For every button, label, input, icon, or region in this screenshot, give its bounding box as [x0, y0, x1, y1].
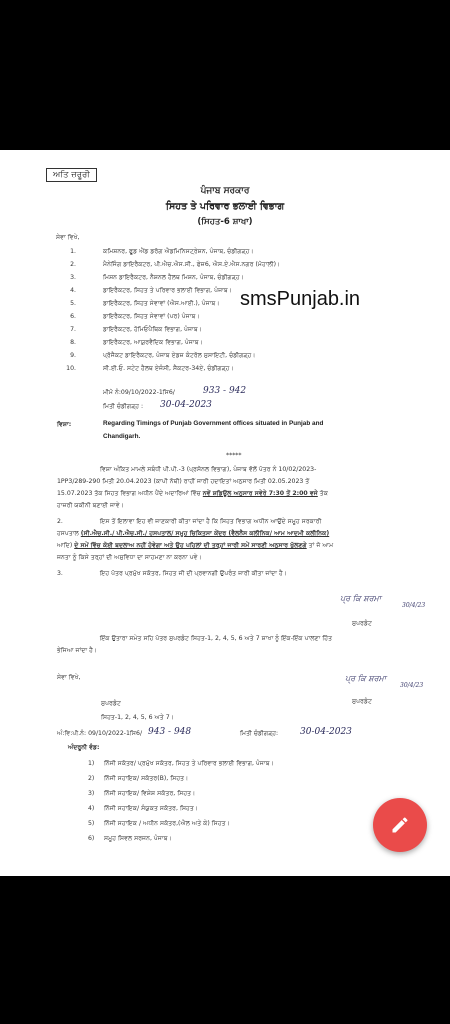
memo-number-handwritten: 933 - 942	[203, 386, 247, 396]
internal-number: 5)	[88, 820, 95, 827]
recipient-number: 5.	[70, 300, 76, 307]
recipient-number: 9.	[70, 352, 76, 359]
signature-2-title: ਸੁਪਰਡੰਟ	[352, 698, 372, 705]
signature-1-title: ਸੁਪਰਡੰਟ	[352, 620, 372, 627]
memo-date-handwritten: 30-04-2023	[160, 400, 212, 410]
to2-line: ਸੁਪਰਡੰਟ	[101, 700, 121, 707]
internal-number: 6)	[88, 835, 95, 842]
para1-text: 15.07.2023 ਤੱਕ ਸਿਹਤ ਵਿਭਾਗ ਅਧੀਨ ਪੈਂਦੇ ਅਦਾਰਿਆਂ ਵਿੱਚ	[57, 490, 201, 497]
para1-line: 1PP3/289-290 ਮਿਤੀ 20.04.2023 (ਕਾਪੀ ਨੱਥੀ) ਰਾਹੀਂ ਜਾਰੀ ਹਦਾਇਤਾਂ ਅਨੁਸਾਰ ਮਿਤੀ 02.05.2023 ਤੋਂ	[57, 478, 310, 485]
para2-number: 2.	[57, 518, 63, 525]
pencil-icon	[390, 815, 410, 835]
edit-fab-button[interactable]	[373, 798, 427, 852]
para1-line: ਵਿਸ਼ਾ ਅੰਕਿਤ ਮਾਮਲੇ ਸਬੰਧੀ ਪੀ.ਪੀ.-3 (ਪ੍ਰਸੋਨਲ ਵਿਭਾਗ), ਪੰਜਾਬ ਵੱਲੋਂ ਪੱਤਰ ਨੰ 10/02/2023-	[100, 466, 317, 473]
internal-number: 4)	[88, 805, 95, 812]
memo-number: ਮੀਮੋ ਨੰ:09/10/2022-1ਸਿ6/	[103, 389, 175, 396]
copy-line: ਇੱਕ ਉਤਾਰਾ ਸਮੇਤ ਸਹਿ ਪੱਤਰ ਸੁਪਰਡੰਟ ਸਿਹਤ-1, 2, 4, 5, 6 ਅਤੇ 7 ਸ਼ਾਖਾ ਨੂੰ ਇੱਕ-ਇੱਕ ਪਾਲਣਾ ਹਿੱਤ	[100, 635, 333, 642]
memo-date-label: ਮਿਤੀ ਚੰਡੀਗੜ੍ਹ :	[103, 403, 144, 410]
internal-item: ਸਮੂਹ ਸਿਵਲ ਸਰਜਨ, ਪੰਜਾਬ।	[104, 835, 172, 842]
endorsement-date-handwritten: 30-04-2023	[300, 727, 352, 737]
to2-line: ਸਿਹਤ-1, 2, 4, 5, 6 ਅਤੇ 7।	[101, 714, 174, 721]
subject-line-2: Chandigarh.	[103, 433, 141, 440]
internal-item: ਨਿੱਜੀ ਸਹਾਇਕ/ ਵਿਸ਼ੇਸ਼ ਸਕੱਤਰ, ਸਿਹਤ।	[104, 790, 196, 797]
signature-2-date: 30/4/23	[400, 682, 424, 689]
recipient-number: 10.	[66, 365, 76, 372]
internal-number: 3)	[88, 790, 95, 797]
para1-line: ਹਾਜ਼ਰੀ ਯਕੀਨੀ ਬਣਾਈ ਜਾਵੇ।	[57, 502, 124, 509]
para2-line: ਜਨਤਾ ਨੂੰ ਕਿਸੇ ਤਰ੍ਹਾਂ ਦੀ ਅਸੁਵਿਧਾ ਦਾ ਸਾਹਮਣਾ ਨਾ ਕਰਨਾ ਪਵੇ।	[57, 554, 202, 561]
internal-item: ਨਿੱਜੀ ਸਹਾਇਕ / ਅਧੀਨ ਸਕੱਤਰ,(ਐਲ ਅਤੇ ਕੇ) ਸਿਹਤ।	[104, 820, 230, 827]
para2-line	[57, 542, 333, 550]
para2-highlight: ਦੇ ਸਮੇਂ ਵਿੱਚ ਕੋਈ ਬਦਲਾਅ ਨਹੀਂ ਹੋਵੇਗਾ ਅਤੇ ਉਹ ਪਹਿਲਾਂ ਦੀ ਤਰ੍ਹਾਂ ਜਾਰੀ ਸਮੇਂ ਸਾਰਣੀ ਅਨੁਸਾਰ ਖੁੱਲਣਗੇ	[74, 542, 307, 549]
recipient-item: ਡਾਇਰੈਕਟਰ, ਆਯੁਰਵੈਦਿਕ ਵਿਭਾਗ, ਪੰਜਾਬ।	[103, 339, 203, 346]
signature-1-date: 30/4/23	[402, 602, 426, 609]
watermark: smsPunjab.in	[240, 288, 361, 310]
recipient-item: ਕਮਿਸ਼ਨਰ, ਫੂਡ ਐਂਡ ਡਰੱਗ ਐਡਮਿਨਿਸਟ੍ਰੇਸ਼ਨ, ਪੰਜਾਬ, ਚੰਡੀਗੜ੍ਹ।	[103, 248, 254, 255]
recipient-number: 4.	[70, 287, 76, 294]
recipient-number: 3.	[70, 274, 76, 281]
endorsement-number: ਅੰ:ਵਿ:ਪੀ.ਨੰ: 09/10/2022-1ਸਿ6/	[57, 730, 143, 737]
recipient-item: ਡਾਇਰੈਕਟਰ, ਸਿਹਤ ਤੇ ਪਰਿਵਾਰ ਭਲਾਈ ਵਿਭਾਗ, ਪੰਜਾਬ।	[103, 287, 232, 294]
recipient-number: 7.	[70, 326, 76, 333]
para2-text: ਹਸਪਤਾਲ	[57, 530, 79, 537]
recipient-item: ਮਿਸ਼ਨ ਡਾਇਰੈਕਟਰ, ਨੈਸ਼ਨਲ ਹੈਲਥ ਮਿਸ਼ਨ, ਪੰਜਾਬ, ਚੰਡੀਗੜ੍ਹ।	[103, 274, 244, 281]
para2-text: ਆਦਿ)	[57, 542, 73, 549]
branch-heading: (ਸਿਹਤ-6 ਸ਼ਾਖਾ)	[197, 217, 253, 227]
internal-item: ਨਿੱਜੀ ਸਹਾਇਕ/ ਸਕੱਤਰ(B), ਸਿਹਤ।	[104, 775, 189, 782]
recipient-item: ਪ੍ਰੋਜੈਕਟ ਡਾਇਰੈਕਟਰ, ਪੰਜਾਬ ਏਡਜ਼ ਕੰਟਰੋਲ ਸੁਸਾਇਟੀ, ਚੰਡੀਗੜ੍ਹ।	[103, 352, 256, 359]
para2-highlight: (ਸੀ.ਐਚ.ਸੀ./ ਪੀ.ਐਚ.ਸੀ./ ਹਸਪਤਾਲ/ ਸਮੂਹ ਚਿਕਿਤਸਾ ਕੇਂਦਰ (ਵੈਲਨੈਸ ਕਲੀਨਿਕ/ ਆਮ ਆਦਮੀ ਕਲੀਨਿਕ)	[80, 530, 330, 537]
recipient-item: ਡਾਇਰੈਕਟਰ, ਸਿਹਤ ਸੇਵਾਵਾਂ (ਐਸ.ਆਈ.), ਪੰਜਾਬ।	[103, 300, 220, 307]
internal-number: 2)	[88, 775, 95, 782]
gov-heading: ਪੰਜਾਬ ਸਰਕਾਰ	[200, 186, 250, 196]
signature-1: ਪ੍ਰ ਕਿ ਸ਼ਰਮਾ	[340, 594, 382, 603]
copy-line: ਭੇਜਿਆ ਜਾਂਦਾ ਹੈ।	[57, 647, 98, 654]
recipient-item: ਸੀ.ਈ.ਓ. ਸਟੇਟ ਹੈਲਥ ਏਜੰਸੀ, ਸੈਕਟਰ-34ਏ, ਚੰਡੀਗੜ੍ਹ।	[103, 365, 234, 372]
subject-line-1: Regarding Timings of Punjab Government offices situated in Punjab and	[103, 420, 324, 427]
para3-line: ਇਹ ਪੱਤਰ ਪ੍ਰਮੁੱਖ ਸਕੱਤਰ, ਸਿਹਤ ਜੀ ਦੀ ਪ੍ਰਵਾਨਗੀ ਉਪਰੰਤ ਜਾਰੀ ਕੀਤਾ ਜਾਂਦਾ ਹੈ।	[100, 570, 287, 577]
para1-line	[57, 490, 328, 498]
to2-label: ਸੇਵਾ ਵਿਖੇ,	[57, 674, 81, 681]
para1-schedule-highlight: ਨਵੇਂ ਸ਼ਡਿਊਲ ਅਨੁਸਾਰ ਸਵੇਰੇ 7:30 ਤੋਂ 2:00 ਵਜੇ	[202, 490, 318, 497]
recipient-number: 1.	[70, 248, 76, 255]
para3-number: 3.	[57, 570, 63, 577]
para2-text: ਤਾਂ ਜੋ ਆਮ	[308, 542, 334, 549]
to-label: ਸੇਵਾ ਵਿਖੇ,	[56, 234, 80, 241]
para1-text: ਤੱਕ	[319, 490, 328, 497]
internal-item: ਨਿੱਜੀ ਸਹਾਇਕ/ ਸੰਯੁਕਤ ਸਕੱਤਰ, ਸਿਹਤ।	[104, 805, 198, 812]
signature-2: ਪ੍ਰ ਕਿ ਸ਼ਰਮਾ	[345, 674, 387, 683]
internal-item: ਨਿੱਜੀ ਸਕੱਤਰ/ ਪ੍ਰਮੁੱਖ ਸਕੱਤਰ, ਸਿਹਤ ਤੇ ਪਰਿਵਾਰ ਭਲਾਈ ਵਿਭਾਗ, ਪੰਜਾਬ।	[104, 760, 274, 767]
recipient-number: 8.	[70, 339, 76, 346]
internal-distribution-label: ਅੰਦਰੂਨੀ ਵੰਡ:	[68, 744, 100, 751]
recipient-item: ਮੈਨੇਜਿੰਗ ਡਾਇਰੈਕਟਰ, ਪੀ.ਐਚ.ਐਸ.ਸੀ., ਫੇਜ਼6, ਐਸ.ਏ.ਐਸ.ਨਗਰ (ਮੋਹਾਲੀ)।	[103, 261, 281, 268]
urgent-stamp: ਅਤਿ ਜ਼ਰੂਰੀ	[46, 168, 97, 182]
para2-line	[57, 530, 329, 538]
recipient-item: ਡਾਇਰੈਕਟਰ, ਹੋਮਿਓਪੈਥਿਕ ਵਿਭਾਗ, ਪੰਜਾਬ।	[103, 326, 202, 333]
subject-label: ਵਿਸ਼ਾ:	[57, 421, 72, 428]
separator-stars: *****	[226, 452, 242, 459]
dept-heading: ਸਿਹਤ ਤੇ ਪਰਿਵਾਰ ਭਲਾਈ ਵਿਭਾਗ	[165, 201, 285, 212]
recipient-item: ਡਾਇਰੈਕਟਰ, ਸਿਹਤ ਸੇਵਾਵਾਂ (ਪਰ) ਪੰਜਾਬ।	[103, 313, 200, 320]
internal-number: 1)	[88, 760, 95, 767]
para2-line: ਇਸ ਤੋਂ ਇਲਾਵਾ ਇਹ ਵੀ ਜਾਣਕਾਰੀ ਕੀਤਾ ਜਾਂਦਾ ਹੈ ਕਿ ਸਿਹਤ ਵਿਭਾਗ ਅਧੀਨ ਆਉਂਦੇ ਸਮੂਹ ਸਰਕਾਰੀ	[100, 518, 322, 525]
endorsement-number-handwritten: 943 - 948	[148, 727, 192, 737]
recipient-number: 6.	[70, 313, 76, 320]
recipient-number: 2.	[70, 261, 76, 268]
document-page	[0, 150, 450, 876]
endorsement-date-label: ਮਿਤੀ ਚੰਡੀਗੜ੍ਹ:	[240, 730, 279, 737]
